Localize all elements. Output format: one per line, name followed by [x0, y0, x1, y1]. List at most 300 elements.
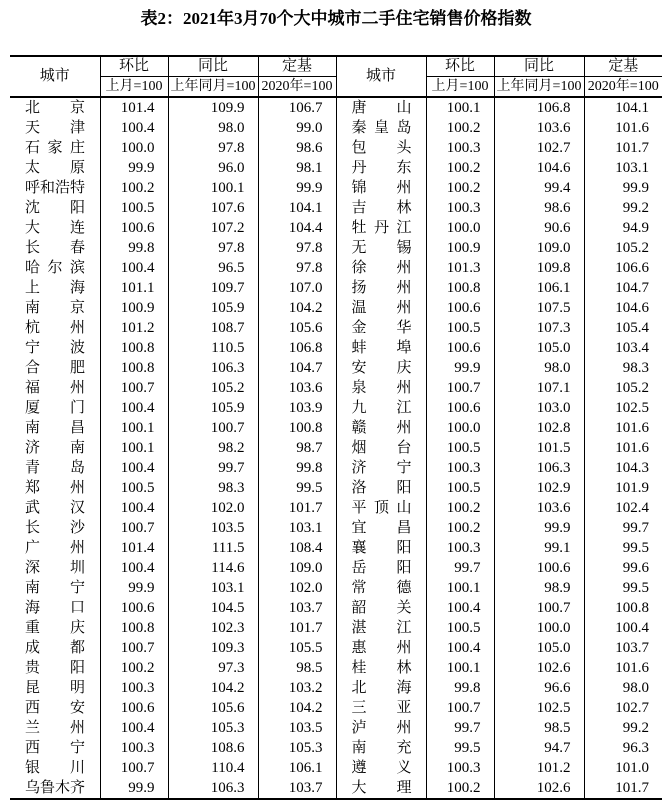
city-name: 金华: [351, 320, 412, 336]
fixed-base-value: 101.7: [615, 779, 649, 796]
city-cell: [10, 338, 100, 358]
yoy-value: 110.4: [168, 758, 258, 778]
fixed-base-value: 98.5: [258, 658, 336, 678]
table-row: [10, 398, 662, 418]
city-name: 银川: [25, 760, 85, 776]
city-name: 烟台: [351, 440, 412, 456]
city-name: 杭州: [25, 320, 85, 336]
fixed-base-value: 101.6: [615, 119, 649, 136]
fixed-base-value: 100.4: [615, 619, 649, 636]
city-name: 宜昌: [351, 520, 412, 536]
mom-value: 99.8: [426, 678, 494, 698]
mom-value: 99.9: [100, 778, 168, 799]
yoy-value: 104.2: [168, 678, 258, 698]
city-name: 秦皇岛: [351, 120, 412, 136]
city-name: 武汉: [25, 500, 85, 516]
yoy-value: 100.0: [494, 618, 584, 638]
city-name: 韶关: [351, 600, 412, 616]
yoy-value: 106.3: [168, 778, 258, 799]
mom-value: 100.9: [100, 298, 168, 318]
fixed-base-value: 99.8: [258, 458, 336, 478]
header-mom-right: 环比: [426, 56, 494, 77]
yoy-value: 109.0: [494, 238, 584, 258]
city-name: 遵义: [351, 760, 412, 776]
city-cell: [336, 97, 426, 118]
yoy-value: 100.7: [494, 598, 584, 618]
mom-value: 100.5: [100, 198, 168, 218]
yoy-value: 94.7: [494, 738, 584, 758]
city-cell: [336, 558, 426, 578]
city-cell: [336, 418, 426, 438]
fixed-base-value: 98.0: [622, 679, 649, 696]
yoy-value: 100.1: [168, 178, 258, 198]
mom-value: 100.5: [426, 318, 494, 338]
city-name: 泸州: [351, 720, 412, 736]
yoy-value: 96.0: [168, 158, 258, 178]
city-name: 呼和浩特: [25, 180, 86, 196]
city-name: 扬州: [351, 280, 412, 296]
yoy-value: 90.6: [494, 218, 584, 238]
city-name: 赣州: [351, 420, 412, 436]
mom-value: 100.2: [426, 178, 494, 198]
city-name: 济南: [25, 440, 85, 456]
city-name: 三亚: [351, 700, 412, 716]
fixed-base-value: 103.2: [258, 678, 336, 698]
city-name: 石家庄: [25, 140, 85, 156]
city-cell: [336, 498, 426, 518]
yoy-value: 105.0: [494, 338, 584, 358]
fixed-base-value: 104.7: [258, 358, 336, 378]
city-name: 济宁: [351, 460, 412, 476]
city-cell: [10, 618, 100, 638]
city-cell: [336, 758, 426, 778]
table-row: [10, 418, 662, 438]
table-row: [10, 378, 662, 398]
city-name: 温州: [351, 300, 412, 316]
yoy-value: 107.3: [494, 318, 584, 338]
city-cell: [336, 258, 426, 278]
city-cell: [10, 718, 100, 738]
fixed-base-value: 99.6: [622, 559, 649, 576]
mom-value: 100.7: [100, 378, 168, 398]
table-row: [10, 318, 662, 338]
mom-value: 100.2: [426, 518, 494, 538]
table-row: [10, 538, 662, 558]
city-cell: [10, 418, 100, 438]
city-cell: [10, 758, 100, 778]
table-row: [10, 458, 662, 478]
table-row: [10, 118, 662, 138]
mom-value: 100.4: [100, 458, 168, 478]
yoy-value: 109.8: [494, 258, 584, 278]
mom-value: 100.2: [426, 498, 494, 518]
yoy-value: 103.5: [168, 518, 258, 538]
yoy-value: 99.7: [168, 458, 258, 478]
city-name: 北京: [25, 100, 85, 116]
table-row: [10, 158, 662, 178]
fixed-base-value: 101.7: [258, 618, 336, 638]
fixed-base-value: 109.0: [258, 558, 336, 578]
mom-value: 100.1: [100, 418, 168, 438]
city-cell: [336, 298, 426, 318]
fixed-base-value: 102.0: [258, 578, 336, 598]
city-cell: [10, 438, 100, 458]
mom-value: 100.3: [426, 538, 494, 558]
mom-value: 101.2: [100, 318, 168, 338]
mom-value: 100.1: [426, 658, 494, 678]
yoy-value: 103.1: [168, 578, 258, 598]
city-cell: [10, 498, 100, 518]
yoy-value: 97.3: [168, 658, 258, 678]
fixed-base-value: 103.6: [258, 378, 336, 398]
mom-value: 100.2: [100, 658, 168, 678]
city-cell: [336, 538, 426, 558]
yoy-value: 98.6: [494, 198, 584, 218]
mom-value: 100.7: [100, 638, 168, 658]
table-row: [10, 498, 662, 518]
fixed-base-value: 103.7: [615, 639, 649, 656]
fixed-base-value: 107.0: [258, 278, 336, 298]
table-row: [10, 638, 662, 658]
city-name: 桂林: [351, 660, 412, 676]
fixed-base-value: 104.7: [615, 279, 649, 296]
fixed-base-value: 104.1: [258, 198, 336, 218]
city-cell: [10, 278, 100, 298]
yoy-value: 98.9: [494, 578, 584, 598]
city-cell: [10, 97, 100, 118]
mom-value: 100.4: [100, 118, 168, 138]
city-name: 哈尔滨: [25, 260, 85, 276]
city-name: 锦州: [351, 180, 412, 196]
city-name: 洛阳: [351, 480, 412, 496]
city-cell: [10, 598, 100, 618]
fixed-base-value: 106.6: [615, 259, 649, 276]
city-name: 重庆: [25, 620, 85, 636]
fixed-base-value: 103.7: [258, 598, 336, 618]
header-yoy-base-left: 上年同月=100: [168, 77, 258, 98]
fixed-base-value: 99.5: [622, 539, 649, 556]
table-row: [10, 758, 662, 778]
fixed-base-value: 99.7: [622, 519, 649, 536]
city-cell: [336, 178, 426, 198]
city-cell: [10, 398, 100, 418]
header-mom-left: 环比: [100, 56, 168, 77]
fixed-base-value: 101.7: [615, 139, 649, 156]
table-row: [10, 298, 662, 318]
fixed-base-value: 101.6: [615, 419, 649, 436]
city-name: 郑州: [25, 480, 85, 496]
city-name: 包头: [351, 140, 412, 156]
table-row: [10, 178, 662, 198]
table-row: [10, 198, 662, 218]
header-fixed-base-left: 2020年=100: [258, 77, 336, 98]
table-row: [10, 238, 662, 258]
city-name: 吉林: [351, 200, 412, 216]
city-name: 牡丹江: [351, 220, 412, 236]
yoy-value: 96.6: [494, 678, 584, 698]
city-name: 南昌: [25, 420, 85, 436]
yoy-value: 105.2: [168, 378, 258, 398]
city-cell: [336, 318, 426, 338]
mom-value: 100.5: [426, 618, 494, 638]
city-name: 太原: [25, 160, 85, 176]
fixed-base-value: 101.0: [615, 759, 649, 776]
yoy-value: 100.6: [494, 558, 584, 578]
yoy-value: 102.9: [494, 478, 584, 498]
yoy-value: 106.3: [494, 458, 584, 478]
city-cell: [10, 318, 100, 338]
mom-value: 100.3: [426, 758, 494, 778]
mom-value: 101.4: [100, 538, 168, 558]
table-row: [10, 618, 662, 638]
city-cell: [10, 178, 100, 198]
city-cell: [10, 558, 100, 578]
mom-value: 100.0: [426, 218, 494, 238]
mom-value: 100.8: [100, 618, 168, 638]
mom-value: 100.4: [100, 398, 168, 418]
mom-value: 100.9: [426, 238, 494, 258]
city-name: 青岛: [25, 460, 85, 476]
city-name: 福州: [25, 380, 85, 396]
city-cell: [336, 378, 426, 398]
yoy-value: 107.5: [494, 298, 584, 318]
fixed-base-value: 99.2: [622, 719, 649, 736]
fixed-base-value: 94.9: [622, 219, 649, 236]
city-cell: [336, 218, 426, 238]
city-cell: [336, 158, 426, 178]
fixed-base-value: 99.5: [622, 579, 649, 596]
mom-value: 100.5: [426, 478, 494, 498]
city-name: 徐州: [351, 260, 412, 276]
city-name: 平顶山: [351, 500, 412, 516]
mom-value: 100.5: [426, 438, 494, 458]
city-cell: [336, 618, 426, 638]
fixed-base-value: 103.4: [615, 339, 649, 356]
fixed-base-value: 105.4: [615, 319, 649, 336]
mom-value: 99.7: [426, 558, 494, 578]
mom-value: 100.6: [426, 398, 494, 418]
mom-value: 100.1: [426, 97, 494, 118]
mom-value: 100.6: [426, 338, 494, 358]
fixed-base-value: 100.8: [615, 599, 649, 616]
yoy-value: 109.3: [168, 638, 258, 658]
yoy-value: 99.4: [494, 178, 584, 198]
yoy-value: 104.5: [168, 598, 258, 618]
city-cell: [336, 138, 426, 158]
mom-value: 100.2: [426, 778, 494, 799]
fixed-base-value: 102.5: [615, 399, 649, 416]
fixed-base-value: 101.9: [615, 479, 649, 496]
mom-value: 100.4: [100, 718, 168, 738]
city-cell: [336, 358, 426, 378]
fixed-base-value: 97.8: [258, 238, 336, 258]
yoy-value: 105.9: [168, 298, 258, 318]
yoy-value: 111.5: [168, 538, 258, 558]
header-yoy-base-right: 上年同月=100: [494, 77, 584, 98]
fixed-base-value: 103.5: [258, 718, 336, 738]
yoy-value: 107.1: [494, 378, 584, 398]
city-name: 唐山: [351, 100, 412, 116]
mom-value: 100.3: [426, 458, 494, 478]
fixed-base-value: 104.6: [615, 299, 649, 316]
header-row-top: [10, 56, 662, 77]
yoy-value: 105.9: [168, 398, 258, 418]
city-cell: [10, 678, 100, 698]
table-row: [10, 558, 662, 578]
city-cell: [10, 258, 100, 278]
mom-value: 100.0: [426, 418, 494, 438]
fixed-base-value: 106.7: [258, 97, 336, 118]
city-name: 湛江: [351, 620, 412, 636]
city-cell: [336, 198, 426, 218]
city-cell: [10, 238, 100, 258]
header-mom-base-left: 上月=100: [100, 77, 168, 98]
city-name: 泉州: [351, 380, 412, 396]
city-cell: [336, 338, 426, 358]
city-name: 常德: [351, 580, 412, 596]
header-city-left: 城市: [10, 56, 100, 97]
table-row: [10, 698, 662, 718]
fixed-base-value: 104.2: [258, 298, 336, 318]
mom-value: 100.2: [426, 158, 494, 178]
yoy-value: 102.7: [494, 138, 584, 158]
yoy-value: 108.6: [168, 738, 258, 758]
table-row: [10, 478, 662, 498]
yoy-value: 101.2: [494, 758, 584, 778]
city-name: 安庆: [351, 360, 412, 376]
fixed-base-value: 103.9: [258, 398, 336, 418]
fixed-base-value: 108.4: [258, 538, 336, 558]
mom-value: 100.8: [426, 278, 494, 298]
city-name: 大理: [351, 780, 412, 796]
city-name: 南充: [351, 740, 412, 756]
city-name: 南京: [25, 300, 85, 316]
header-fixed-left: 定基: [258, 56, 336, 77]
table-row: [10, 138, 662, 158]
city-cell: [10, 218, 100, 238]
city-cell: [336, 278, 426, 298]
table-row: [10, 678, 662, 698]
city-cell: [10, 658, 100, 678]
fixed-base-value: 105.3: [258, 738, 336, 758]
mom-value: 100.4: [100, 258, 168, 278]
table-row: [10, 738, 662, 758]
fixed-base-value: 105.6: [258, 318, 336, 338]
mom-value: 100.3: [426, 138, 494, 158]
mom-value: 99.9: [100, 578, 168, 598]
mom-value: 100.8: [100, 358, 168, 378]
yoy-value: 102.6: [494, 778, 584, 799]
mom-value: 100.7: [426, 378, 494, 398]
yoy-value: 98.5: [494, 718, 584, 738]
city-cell: [336, 398, 426, 418]
mom-value: 100.6: [426, 298, 494, 318]
city-name: 厦门: [25, 400, 85, 416]
city-name: 昆明: [25, 680, 85, 696]
table-row: [10, 598, 662, 618]
yoy-value: 107.2: [168, 218, 258, 238]
city-cell: [336, 738, 426, 758]
mom-value: 100.7: [426, 698, 494, 718]
city-name: 成都: [25, 640, 85, 656]
city-name: 广州: [25, 540, 85, 556]
city-cell: [336, 238, 426, 258]
yoy-value: 98.2: [168, 438, 258, 458]
yoy-value: 102.0: [168, 498, 258, 518]
city-cell: [10, 138, 100, 158]
yoy-value: 102.3: [168, 618, 258, 638]
table-row: [10, 358, 662, 378]
city-cell: [10, 538, 100, 558]
city-name: 长春: [25, 240, 85, 256]
city-name: 海口: [25, 600, 85, 616]
fixed-base-value: 104.2: [258, 698, 336, 718]
fixed-base-value: 106.1: [258, 758, 336, 778]
city-cell: [336, 458, 426, 478]
fixed-base-value: 98.6: [258, 138, 336, 158]
yoy-value: 106.8: [494, 97, 584, 118]
table-row: [10, 278, 662, 298]
mom-value: 100.6: [100, 218, 168, 238]
city-cell: [10, 778, 100, 799]
city-name: 岳阳: [351, 560, 412, 576]
city-name: 合肥: [25, 360, 85, 376]
mom-value: 100.1: [100, 438, 168, 458]
city-cell: [10, 638, 100, 658]
yoy-value: 101.5: [494, 438, 584, 458]
city-cell: [10, 458, 100, 478]
yoy-value: 105.3: [168, 718, 258, 738]
table-row: [10, 438, 662, 458]
city-cell: [10, 158, 100, 178]
fixed-base-value: 96.3: [622, 739, 649, 756]
fixed-base-value: 103.1: [615, 159, 649, 176]
fixed-base-value: 104.3: [615, 459, 649, 476]
yoy-value: 98.0: [494, 358, 584, 378]
city-cell: [336, 578, 426, 598]
mom-value: 99.9: [426, 358, 494, 378]
mom-value: 100.4: [426, 638, 494, 658]
mom-value: 100.3: [100, 738, 168, 758]
table-body: [10, 97, 662, 799]
yoy-value: 108.7: [168, 318, 258, 338]
yoy-value: 98.0: [168, 118, 258, 138]
city-name: 惠州: [351, 640, 412, 656]
page-title: 表2：2021年3月70个大中城市二手住宅销售价格指数: [140, 9, 532, 28]
header-yoy-left: 同比: [168, 56, 258, 77]
city-cell: [10, 518, 100, 538]
city-cell: [336, 518, 426, 538]
fixed-base-value: 101.6: [615, 439, 649, 456]
table-header: [10, 56, 662, 97]
yoy-value: 98.3: [168, 478, 258, 498]
city-cell: [10, 118, 100, 138]
mom-value: 100.1: [426, 578, 494, 598]
yoy-value: 109.7: [168, 278, 258, 298]
mom-value: 99.5: [426, 738, 494, 758]
table-row: [10, 258, 662, 278]
header-fixed-base-right: 2020年=100: [584, 77, 662, 98]
mom-value: 100.7: [100, 518, 168, 538]
city-name: 襄阳: [351, 540, 412, 556]
mom-value: 100.3: [100, 678, 168, 698]
fixed-base-value: 99.0: [258, 118, 336, 138]
table-row: [10, 778, 662, 799]
city-name: 长沙: [25, 520, 85, 536]
mom-value: 100.4: [100, 498, 168, 518]
yoy-value: 97.8: [168, 238, 258, 258]
header-yoy-right: 同比: [494, 56, 584, 77]
